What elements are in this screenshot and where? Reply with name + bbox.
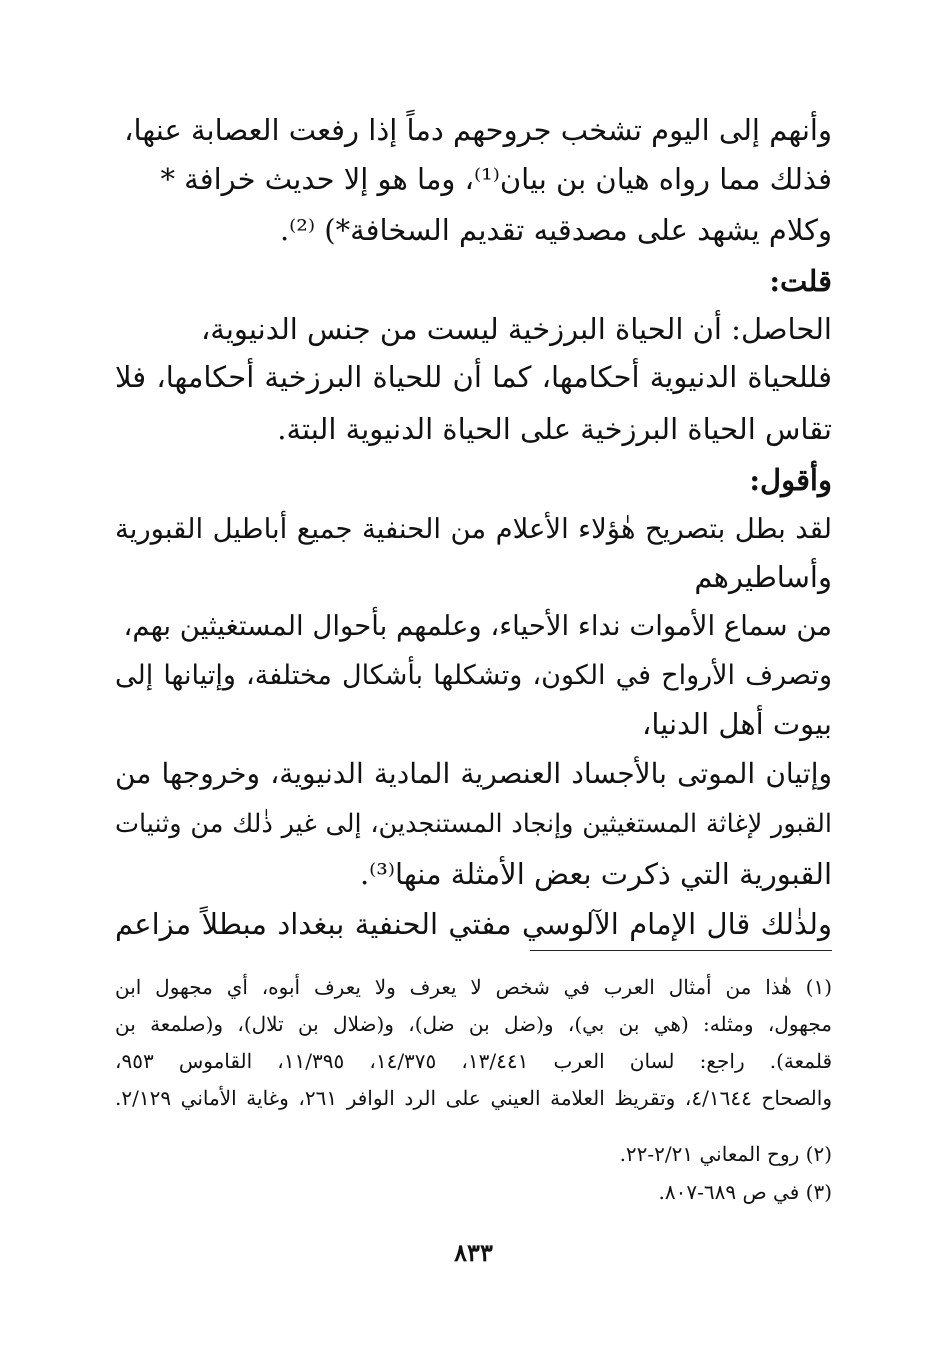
footnote-1-line-4: والصحاح ٤/١٦٤٤، وتقريظ العلامة العيني على الرد الوافر ٢٦١، وغاية الأماني ٢/١٢٩.	[115, 1086, 832, 1110]
page-number: ٨٣٣	[454, 1238, 493, 1267]
body-line-2: فذلك مما رواه هيان بن بيان⁽¹⁾، وما هو إلا حديث خرافة *	[160, 162, 832, 196]
heading-qultu: قلت:	[769, 264, 832, 298]
body-line-17: ولذٰلك قال الإمام الآلوسي مفتي الحنفية ببغداد مبطلاً مزاعم	[115, 907, 832, 941]
body-line-15: القبور لإغاثة المستغيثين وإنجاد المستنجدين، إلى غير ذٰلك من وثنيات	[115, 809, 832, 839]
body-line-7: تقاس الحياة البرزخية على الحياة الدنيوية البتة.	[277, 412, 832, 446]
body-line-6: فللحياة الدنيوية أحكامها، كما أن للحياة البرزخية أحكامها، فلا	[115, 360, 832, 394]
body-line-16: القبورية التي ذكرت بعض الأمثلة منها⁽³⁾.	[359, 857, 832, 891]
body-line-14: وإتيان الموتى بالأجساد العنصرية المادية الدنيوية، وخروجها من	[115, 757, 832, 790]
footnote-3: (٣) في ص ٦٨٩-٨٠٧.	[658, 1180, 832, 1204]
footnote-2: (٢) روح المعاني ٢/٢١-٢٢.	[619, 1142, 832, 1166]
body-line-9: لقد بطل بتصريح هٰؤلاء الأعلام من الحنفية جميع أباطيل القبورية	[115, 513, 832, 545]
footnote-1-line-1: (١) هٰذا من أمثال العرب في شخص لا يعرف ولا يعرف أبوه، أي مجهول ابن	[115, 975, 832, 999]
footnote-1-line-2: مجهول، ومثله: (هي بن بي)، و(ضل بن ضل)، و(ضلال بن تلال)، و(صلمعة بن	[115, 1012, 832, 1036]
body-line-12: وتصرف الأرواح في الكون، وتشكلها بأشكال مختلفة، وإتيانها إلى	[115, 660, 832, 691]
body-line-5: الحاصل: أن الحياة البرزخية ليست من جنس الدنيوية،	[200, 312, 832, 346]
body-line-13: بيوت أهل الدنيا،	[642, 707, 832, 741]
body-line-10: وأساطيرهم	[694, 560, 832, 594]
heading-aqulu: وأقول:	[749, 463, 832, 497]
footnote-1-line-3: قلمعة). راجع: لسان العرب ١٣/٤٤١، ١٤/٣٧٥، ١١/٣٩٥، القاموس ٩٥٣،	[115, 1049, 833, 1073]
body-line-3: وكلام يشهد على مصدقيه تقديم السخافة*) ⁽²⁾.	[279, 213, 832, 247]
footnote-separator	[530, 950, 832, 951]
body-line-11: من سماع الأموات نداء الأحياء، وعلمهم بأحوال المستغيثين بهم،	[123, 610, 832, 642]
body-line-1: وأنهم إلى اليوم تشخب جروحهم دماً إذا رفعت العصابة عنها،	[124, 113, 832, 147]
